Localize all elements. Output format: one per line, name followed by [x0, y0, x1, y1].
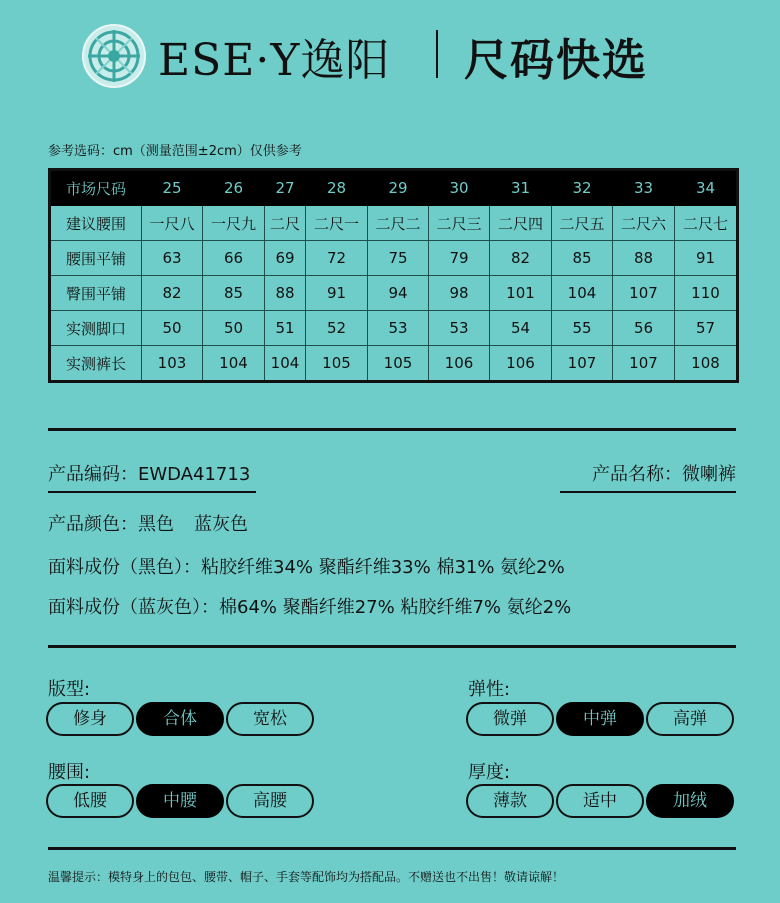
footer-tip: 温馨提示：模特身上的包包、腰带、帽子、手套等配饰均为搭配品。不赠送也不出售！敬请谅解！ [48, 870, 565, 884]
size-note: 参考选码：cm（测量范围±2cm）仅供参考 [48, 144, 302, 159]
size-table-cell: 二尺七 [675, 206, 738, 241]
thickness-option-thin[interactable]: 薄款 [466, 784, 554, 818]
size-table-cell: 二尺三 [429, 206, 490, 241]
size-header-cell: 29 [368, 170, 429, 206]
elasticity-option-slight[interactable]: 微弹 [466, 702, 554, 736]
product-color-black: 黑色 [138, 514, 174, 535]
size-table-cell: 63 [142, 241, 203, 276]
size-header-cell: 33 [613, 170, 675, 206]
size-header-cell: 26 [203, 170, 265, 206]
size-table-cell: 52 [306, 311, 368, 346]
size-table-cell: 二尺二 [368, 206, 429, 241]
size-table-cell: 51 [265, 311, 306, 346]
size-header-cell: 31 [490, 170, 552, 206]
brand-name: ESE·Y逸阳 [158, 35, 391, 86]
section-divider [48, 428, 736, 431]
thickness-option-medium[interactable]: 适中 [556, 784, 644, 818]
waist-label: 腰围: [48, 762, 91, 783]
size-table-cell: 101 [490, 276, 552, 311]
fit-option-loose[interactable]: 宽松 [226, 702, 314, 736]
product-code-underline [48, 491, 256, 493]
size-table-cell: 50 [142, 311, 203, 346]
waist-option-high[interactable]: 高腰 [226, 784, 314, 818]
size-table-cell: 104 [265, 346, 306, 382]
size-table-row [50, 206, 738, 241]
product-colors-label: 产品颜色： [48, 514, 138, 535]
page-title: 尺码快选 [464, 35, 648, 86]
elasticity-label: 弹性: [468, 679, 511, 700]
thickness-option-fleece[interactable]: 加绒 [646, 784, 734, 818]
fit-option-slim[interactable]: 修身 [46, 702, 134, 736]
size-table-cell: 91 [306, 276, 368, 311]
size-table-row [50, 346, 738, 382]
fabric-bluegray: 面料成份（蓝灰色）：棉64% 聚酯纤维27% 粘胶纤维7% 氨纶2% [48, 597, 572, 618]
size-table-cell: 110 [675, 276, 738, 311]
size-table [48, 168, 739, 383]
size-table-cell: 107 [613, 346, 675, 382]
fit-label: 版型: [48, 679, 91, 700]
size-table-cell: 55 [552, 311, 613, 346]
size-table-cell: 105 [306, 346, 368, 382]
size-table-cell: 69 [265, 241, 306, 276]
size-table-cell: 85 [552, 241, 613, 276]
size-table-cell: 88 [265, 276, 306, 311]
product-colors [48, 510, 248, 536]
size-table-cell: 94 [368, 276, 429, 311]
size-table-cell: 57 [675, 311, 738, 346]
size-row-label: 腰围平铺 [50, 241, 142, 276]
size-row-label: 臀围平铺 [50, 276, 142, 311]
product-name: 产品名称：微喇裤 [592, 464, 736, 485]
size-table-cell: 106 [490, 346, 552, 382]
size-header-cell: 34 [675, 170, 738, 206]
size-header-cell: 30 [429, 170, 490, 206]
waist-option-mid[interactable]: 中腰 [136, 784, 224, 818]
size-table-cell: 66 [203, 241, 265, 276]
size-table-cell: 二尺一 [306, 206, 368, 241]
size-table-cell: 82 [142, 276, 203, 311]
size-table-cell: 105 [368, 346, 429, 382]
size-table-cell: 88 [613, 241, 675, 276]
header-divider [436, 30, 438, 78]
size-table-row [50, 311, 738, 346]
product-name-underline [560, 491, 736, 493]
size-header-row [50, 170, 738, 206]
size-row-label: 实测脚口 [50, 311, 142, 346]
size-table-cell: 56 [613, 311, 675, 346]
size-header-cell: 28 [306, 170, 368, 206]
size-table-cell: 103 [142, 346, 203, 382]
waist-option-low[interactable]: 低腰 [46, 784, 134, 818]
product-color-bluegray: 蓝灰色 [194, 514, 248, 535]
size-table-cell: 75 [368, 241, 429, 276]
size-header-cell: 27 [265, 170, 306, 206]
size-table-cell: 53 [429, 311, 490, 346]
size-table-row [50, 276, 738, 311]
size-table-cell: 107 [613, 276, 675, 311]
size-table-cell: 108 [675, 346, 738, 382]
size-header-label: 市场尺码 [50, 170, 142, 206]
size-table-cell: 82 [490, 241, 552, 276]
size-table-cell: 104 [552, 276, 613, 311]
size-table-cell: 54 [490, 311, 552, 346]
elasticity-option-medium[interactable]: 中弹 [556, 702, 644, 736]
fit-option-regular[interactable]: 合体 [136, 702, 224, 736]
size-row-label: 实测裤长 [50, 346, 142, 382]
section-divider [48, 645, 736, 648]
size-table-cell: 二尺五 [552, 206, 613, 241]
size-table-cell: 53 [368, 311, 429, 346]
thickness-label: 厚度: [468, 762, 511, 783]
size-table-row [50, 241, 738, 276]
size-header-cell: 32 [552, 170, 613, 206]
size-table-cell: 106 [429, 346, 490, 382]
size-table-cell: 50 [203, 311, 265, 346]
brand-logo-icon [80, 22, 148, 90]
size-table-cell: 二尺六 [613, 206, 675, 241]
size-table-cell: 91 [675, 241, 738, 276]
product-code: 产品编码：EWDA41713 [48, 464, 251, 485]
size-table-cell: 79 [429, 241, 490, 276]
size-table-cell: 一尺九 [203, 206, 265, 241]
size-table-cell: 二尺四 [490, 206, 552, 241]
size-header-cell: 25 [142, 170, 203, 206]
elasticity-option-high[interactable]: 高弹 [646, 702, 734, 736]
size-row-label: 建议腰围 [50, 206, 142, 241]
size-table-cell: 85 [203, 276, 265, 311]
size-table-cell: 104 [203, 346, 265, 382]
size-table-cell: 107 [552, 346, 613, 382]
size-table-cell: 72 [306, 241, 368, 276]
size-table-cell: 一尺八 [142, 206, 203, 241]
size-table-cell: 98 [429, 276, 490, 311]
section-divider [48, 847, 736, 850]
fabric-black: 面料成份（黑色）：粘胶纤维34% 聚酯纤维33% 棉31% 氨纶2% [48, 557, 565, 578]
size-table-cell: 二尺 [265, 206, 306, 241]
